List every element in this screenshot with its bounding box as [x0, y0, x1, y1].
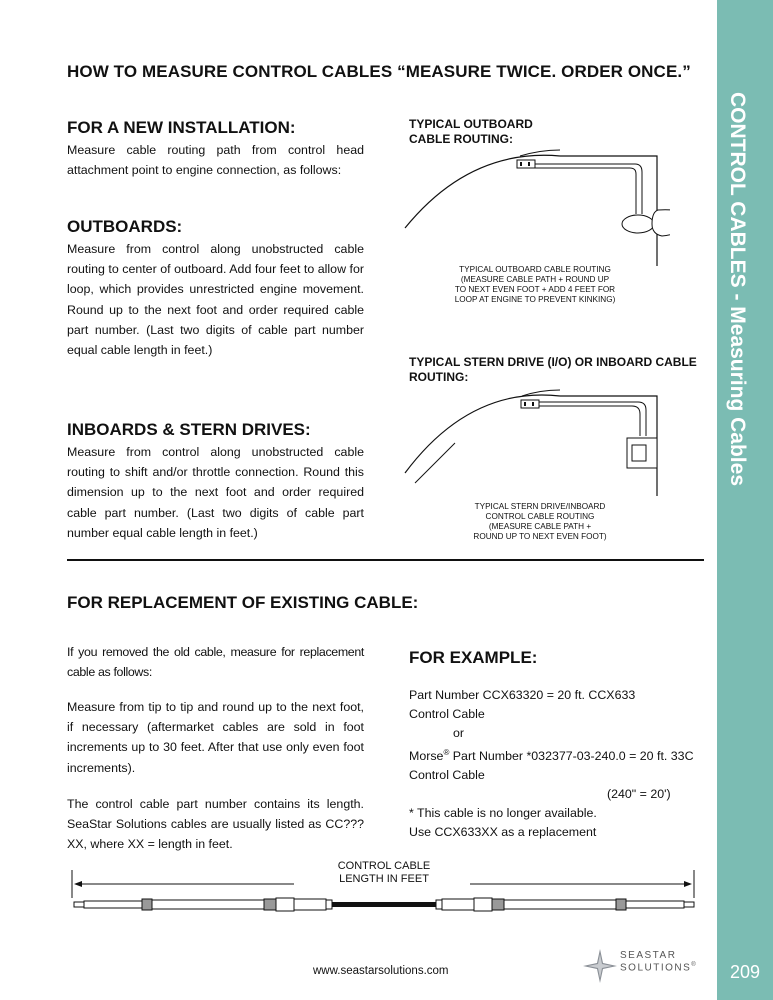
footer-url[interactable]: www.seastarsolutions.com: [313, 965, 449, 977]
outboard-figure-title: TYPICAL OUTBOARD CABLE ROUTING:: [409, 117, 533, 146]
stern-figure-title: TYPICAL STERN DRIVE (I/O) OR INBOARD CABLE ROUTING:: [409, 355, 697, 384]
sidebar-band: [717, 0, 773, 1000]
outboard-figure-caption: TYPICAL OUTBOARD CABLE ROUTING (MEASURE CABLE PATH + ROUND UP TO NEXT EVEN FOOT + ADD 4 FEET FOR LOOP AT ENGINE TO PREVENT KINKING): [454, 265, 616, 304]
seastar-logo: [582, 946, 712, 986]
example-line-7: * This cable is no longer available.: [409, 806, 597, 821]
logo-line-2: SOLUTIONS®: [620, 962, 698, 974]
outboards-heading: OUTBOARDS:: [67, 217, 183, 236]
example-line-4: Morse® Part Number *032377-03-240.0 = 20 ft. 33C: [409, 748, 694, 764]
inboards-text: Measure from control along unobstructed cable routing to shift and/or throttle connection. Round this dimension up to the next foot and order required cable part number. (Last two digits of cable part number equal cable length in feet.): [67, 445, 364, 540]
example-line-5: Control Cable: [409, 768, 485, 783]
replacement-para-2: Measure from tip to tip and round up to the next foot, if necessary (aftermarket cables are sold in foot increments up to 30 feet. After that use only even foot increments).: [67, 700, 364, 775]
replacement-heading: FOR REPLACEMENT OF EXISTING CABLE:: [67, 593, 419, 612]
example-line-2: Control Cable: [409, 707, 485, 721]
page-title: HOW TO MEASURE CONTROL CABLES “MEASURE TWICE. ORDER ONCE.”: [67, 62, 691, 81]
stern-routing-diagram: [400, 388, 670, 498]
logo-line-1: SEASTAR: [620, 950, 677, 961]
example-block: [409, 686, 709, 842]
replacement-para-3: The control cable part number contains its length. SeaStar Solutions cables are usually listed as CC???XX, where XX = length in feet.: [67, 797, 364, 852]
section-divider: [67, 559, 704, 561]
page-number: 209: [729, 962, 761, 982]
new-installation-text: Measure cable routing path from control head attachment point to engine connection, as follows:: [67, 143, 364, 178]
sidebar-title: CONTROL CABLES - Measuring Cables: [726, 92, 749, 486]
example-line-6: (240" = 20'): [607, 787, 671, 802]
inboards-heading: INBOARDS & STERN DRIVES:: [67, 420, 311, 439]
new-installation-heading: FOR A NEW INSTALLATION:: [67, 118, 296, 137]
control-cable-diagram: [68, 868, 708, 918]
example-line-8: Use CCX633XX as a replacement: [409, 825, 597, 840]
outboard-routing-diagram: [400, 148, 670, 268]
example-heading: FOR EXAMPLE:: [409, 648, 538, 667]
cable-length-label: CONTROL CABLE LENGTH IN FEET: [337, 860, 431, 885]
replacement-para-1: If you removed the old cable, measure for replacement cable as follows:: [67, 645, 364, 680]
star-logo-icon: [582, 948, 618, 984]
example-line-3: or: [453, 726, 465, 740]
outboards-text: Measure from control along unobstructed cable routing to center of outboard. Add four feet to allow for loop, which provides unrestricted engine movement. Round up to the next foot and order required cable part number. (Last two digits of cable part number equal cable length in feet.): [67, 242, 364, 358]
stern-figure-caption: TYPICAL STERN DRIVE/INBOARD CONTROL CABLE ROUTING (MEASURE CABLE PATH + ROUND UP TO NEXT EVEN FOOT): [473, 502, 607, 541]
example-line-1: Part Number CCX63320 = 20 ft. CCX633: [409, 688, 636, 702]
